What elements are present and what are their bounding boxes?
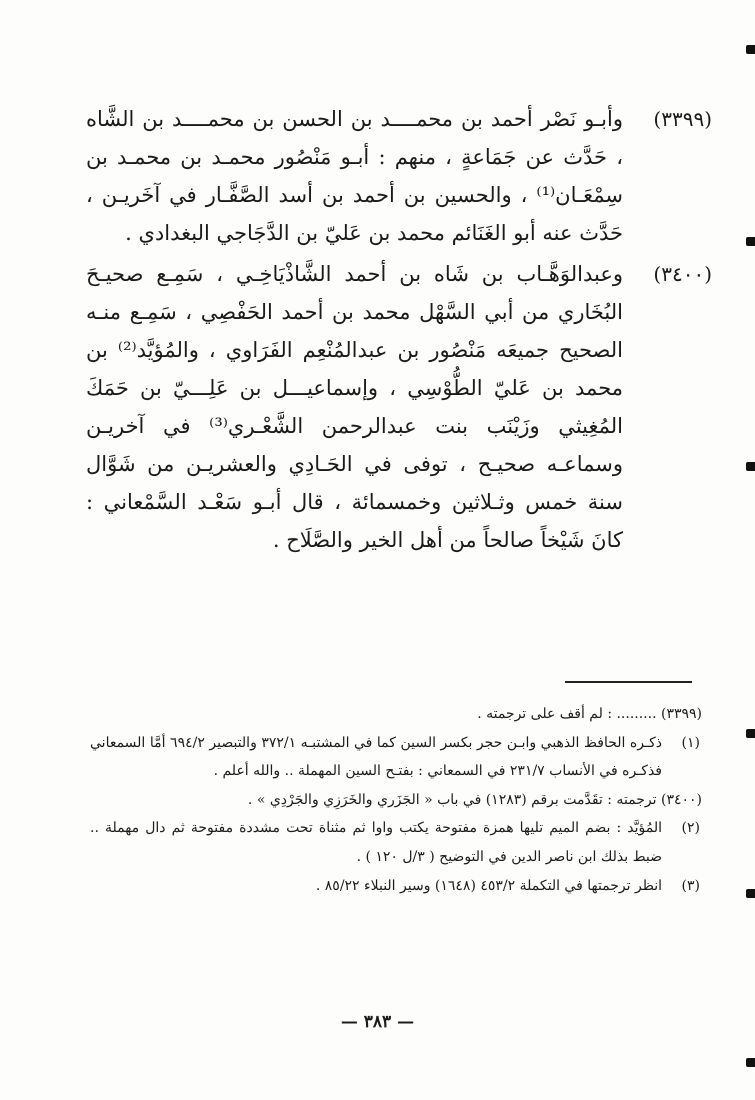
page-number: — ٣٨٣ —	[340, 1012, 415, 1032]
entry-number: (٣٤٠٠)	[653, 262, 712, 286]
footnote-3	[90, 872, 702, 901]
scan-edge-mark	[746, 237, 755, 246]
footnote-entry-header	[90, 786, 702, 815]
entry-text: وعبدالوَهَّـاب بن شَاه بن أحمد الشَّاذْيَاخِـي ، سَمِـع صحيـحَ البُخَاري من أبي السَّهْل محمد بن أحمد الحَفْصِي ، سَمِـع منـه الصحيح جميعَه مَنْصُور بن عبدالمُنْعِم الفَرَاوي ، والمُؤيَّد⁽²⁾ بن محمد بن عَليّ الطُّوْسِي ، وإسماعيـــل بن عَلِـــيّ بن حَمَكَ المُغِيثي وزَيْنَب بنت عبدالرحمن الشَّعْـري⁽³⁾ في آخريـن وسماعـه صحيـح ، توفى في الحَـادِي والعشريـن من شَوَّال سنة خمس وثـلاثين وخمسمائة ، قال أبـو سَعْـد السَّمْعاني : كانَ شَيْخاً صالحاً من أهل الخير والصَّلَاح .	[86, 262, 623, 552]
footnotes	[90, 700, 702, 900]
footnote-separator	[565, 681, 692, 683]
scan-edge-mark	[746, 45, 755, 54]
footnote-2	[90, 814, 702, 871]
footnote-text: انظر ترجمتها في التكملة ٤٥٣/٢ (١٦٤٨) وسير النبلاء ٨٥/٢٢ .	[315, 877, 662, 894]
scan-edge-mark	[746, 729, 755, 738]
footnote-text: (٣٤٠٠) ترجمته : تقَدَّمت برقم (١٢٨٣) في باب « الجَزَري والخَرَزِي والجَرْدِي » .	[247, 791, 702, 808]
footnote-text: المُؤيَّد : بضم الميم تليها همزة مفتوحة يكتب واوا ثم مثناة تحت مشددة مفتوحة ثم دال مهملة .. ضبط بذلك ابن ناصر الدين في التوضيح ( ٣/ل ١٢٠ ) .	[90, 820, 662, 865]
entry-number: (٣٣٩٩)	[653, 107, 712, 131]
footnote-entry-header	[90, 700, 702, 729]
scan-edge-mark	[746, 462, 755, 471]
footnote-text: (٣٣٩٩) ......... : لم أقف على ترجمته .	[477, 706, 702, 722]
entry-text: وأبـو نَصْر أحمد بن محمــــد بن الحسن بن محمــــد بن الشَّاه ، حَدَّث عن جَمَاعةٍ ، منهم : أبـو مَنْصُور محمـد بن محمـد بن سِمْعَـان⁽¹⁾ ، والحسين بن أحمد بن أسد الصَّفَّـار في آخَريـن ، حَدَّث عنه أبو الغَنَائم محمد بن عَليّ بن الدَّجَاجي البغدادي .	[86, 107, 623, 245]
footnote-mark: (١)	[681, 734, 700, 751]
scan-edge-mark	[746, 889, 755, 898]
footnote-mark: (٢)	[681, 820, 700, 837]
footnote-1	[90, 729, 702, 786]
entry-3399	[86, 100, 712, 252]
footnote-text: ذكـره الحافظ الذهبي وابـن حجر بكسر السين كما في المشتبـه ٣٧٢/١ والتبصير ٦٩٤/٢ أمَّا السمعاني فذكـره في الأنساب ٢٣١/٧ في السمعاني : بفتـح السين المهملة .. والله أعلم .	[90, 734, 662, 780]
scan-edge-mark	[746, 1058, 755, 1067]
footnote-mark: (٣)	[681, 877, 700, 894]
entry-3400	[86, 255, 712, 559]
